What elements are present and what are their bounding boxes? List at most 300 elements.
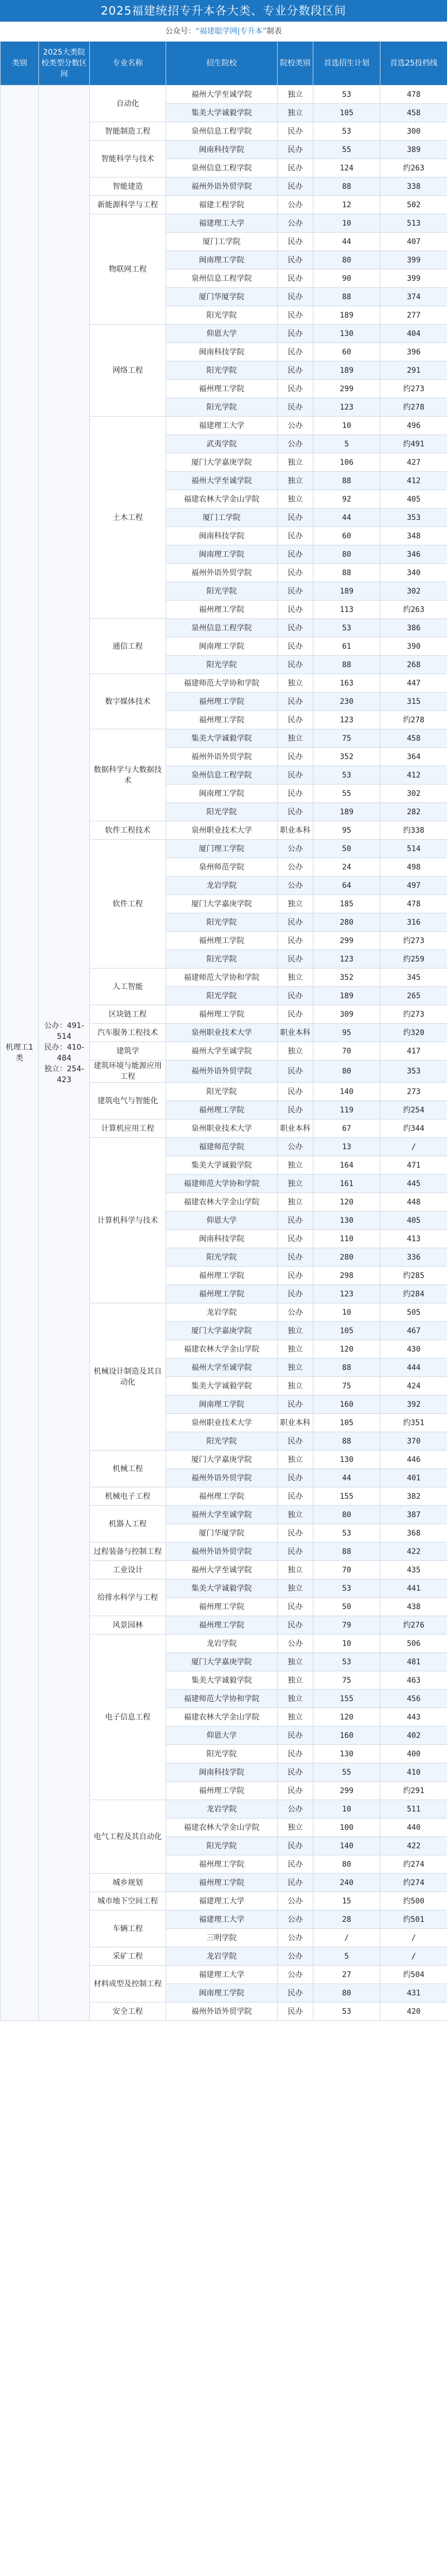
score-cell: 412 [380,472,447,490]
school-cell: 龙岩学院 [166,1635,278,1653]
school-type-cell: 民办 [278,398,313,417]
plan-cell: 130 [313,1451,380,1469]
score-cell: 496 [380,417,447,435]
score-cell: 约504 [380,1966,447,1984]
plan-cell: 120 [313,1340,380,1359]
plan-cell: 10 [313,417,380,435]
major-name-cell: 新能源科学与工程 [90,196,166,214]
school-type-cell: 民办 [278,1101,313,1119]
school-type-cell: 民办 [278,748,313,766]
score-range-cell [39,85,90,2021]
plan-cell: 24 [313,858,380,877]
school-type-cell: 民办 [278,766,313,785]
school-type-cell: 公办 [278,877,313,895]
score-cell: 364 [380,748,447,766]
school-cell: 福建理工大学 [166,1966,278,1984]
school-cell: 福州外语外贸学院 [166,1543,278,1561]
plan-cell: 44 [313,1469,380,1487]
score-cell: 467 [380,1322,447,1340]
score-cell: 405 [380,1211,447,1230]
score-cell: 458 [380,104,447,122]
score-table [0,41,447,2021]
subtitle-prefix: 公众号： [165,27,196,36]
score-cell: 约338 [380,821,447,840]
school-cell: 福建农林大学金山学院 [166,490,278,509]
school-cell: 福建师范大学协和学院 [166,1175,278,1193]
school-cell: 泉州职业技术大学 [166,1024,278,1042]
plan-cell: 163 [313,674,380,693]
school-type-cell: 民办 [278,1543,313,1561]
school-cell: 阳光学院 [166,1837,278,1855]
major-name-cell: 过程装备与控制工程 [90,1543,166,1561]
score-cell: 392 [380,1395,447,1414]
score-cell: 458 [380,729,447,748]
header-school-type: 院校类别 [278,42,313,85]
score-cell: 407 [380,233,447,251]
subtitle-account: “福建聪学网|专升本” [195,27,267,36]
school-cell: 泉州信息工程学院 [166,122,278,141]
school-cell: 福州理工学院 [166,601,278,619]
major-name-cell: 智能建造 [90,177,166,196]
score-cell: 277 [380,306,447,325]
score-cell: 463 [380,1671,447,1690]
school-cell: 阳光学院 [166,582,278,601]
school-type-cell: 公办 [278,840,313,858]
score-cell: 353 [380,509,447,527]
school-type-cell: 独立 [278,1579,313,1598]
major-name-cell: 数据科学与大数据技术 [90,729,166,821]
school-cell: 福建工程学院 [166,196,278,214]
plan-cell: 299 [313,1782,380,1800]
score-cell: 417 [380,1042,447,1060]
plan-cell: 60 [313,343,380,361]
plan-cell: 75 [313,1671,380,1690]
score-cell: 约276 [380,1616,447,1635]
school-type-cell: 民办 [278,913,313,932]
school-type-cell: 民办 [278,1855,313,1874]
score-range-line: 独立：254-423 [44,1065,84,1084]
major-name-cell: 采矿工程 [90,1947,166,1966]
score-cell: 430 [380,1340,447,1359]
major-name-cell: 机器人工程 [90,1506,166,1543]
plan-cell: 50 [313,840,380,858]
plan-cell: 120 [313,1708,380,1727]
plan-cell: 12 [313,196,380,214]
score-cell: 471 [380,1156,447,1175]
school-cell: 厦门理工学院 [166,840,278,858]
school-type-cell: 独立 [278,1708,313,1727]
plan-cell: 80 [313,1060,380,1083]
score-cell: 420 [380,2002,447,2021]
score-cell: 302 [380,785,447,803]
plan-cell: 53 [313,1579,380,1598]
score-cell: 约254 [380,1101,447,1119]
school-cell: 龙岩学院 [166,1303,278,1322]
school-type-cell: 民办 [278,932,313,950]
plan-cell: 105 [313,104,380,122]
plan-cell: 160 [313,1727,380,1745]
plan-cell: 70 [313,1042,380,1060]
school-cell: 福州大学至诚学院 [166,85,278,104]
score-cell: / [380,1947,447,1966]
score-cell: 约501 [380,1910,447,1929]
school-type-cell: 独立 [278,1671,313,1690]
plan-cell: 88 [313,472,380,490]
school-type-cell: 民办 [278,159,313,177]
plan-cell: 15 [313,1892,380,1910]
school-type-cell: 民办 [278,619,313,637]
school-type-cell: 民办 [278,1432,313,1451]
school-type-cell: 民办 [278,1267,313,1285]
major-name-cell: 材料成型及控制工程 [90,1966,166,2002]
plan-cell: 88 [313,1359,380,1377]
plan-cell: 88 [313,177,380,196]
school-cell: 龙岩学院 [166,877,278,895]
school-cell: 福州外语外贸学院 [166,1060,278,1083]
school-cell: 福建理工大学 [166,417,278,435]
major-name-cell: 安全工程 [90,2002,166,2021]
school-type-cell: 民办 [278,803,313,821]
school-type-cell: 公办 [278,1947,313,1966]
score-cell: 481 [380,1653,447,1671]
plan-cell: 53 [313,1524,380,1543]
school-cell: 阳光学院 [166,1083,278,1101]
school-cell: 福州大学至诚学院 [166,1042,278,1060]
school-cell: 阳光学院 [166,950,278,969]
school-cell: 福建农林大学金山学院 [166,1819,278,1837]
school-type-cell: 民办 [278,987,313,1005]
score-cell: 约284 [380,1285,447,1303]
school-type-cell: 民办 [278,1782,313,1800]
school-type-cell: 民办 [278,785,313,803]
school-type-cell: 民办 [278,2002,313,2021]
school-cell: 武夷学院 [166,435,278,453]
plan-cell: / [313,1929,380,1947]
score-cell: 443 [380,1708,447,1727]
school-type-cell: 民办 [278,564,313,582]
score-cell: 约500 [380,1892,447,1910]
school-cell: 福建农林大学金山学院 [166,1340,278,1359]
school-cell: 福州理工学院 [166,1487,278,1506]
school-cell: 阳光学院 [166,803,278,821]
score-cell: 399 [380,269,447,288]
plan-cell: 88 [313,288,380,306]
plan-cell: 53 [313,122,380,141]
school-cell: 福州外语外贸学院 [166,177,278,196]
plan-cell: 130 [313,1745,380,1763]
school-type-cell: 公办 [278,214,313,233]
major-name-cell: 给排水科学与工程 [90,1579,166,1616]
plan-cell: 10 [313,1635,380,1653]
score-cell: 约274 [380,1874,447,1892]
school-type-cell: 独立 [278,1193,313,1211]
major-name-cell: 土木工程 [90,417,166,619]
school-type-cell: 民办 [278,122,313,141]
score-cell: 438 [380,1598,447,1616]
score-cell: 422 [380,1543,447,1561]
school-cell: 泉州职业技术大学 [166,1414,278,1432]
school-cell: 三明学院 [166,1929,278,1947]
school-cell: 福建农林大学金山学院 [166,1708,278,1727]
plan-cell: 123 [313,398,380,417]
school-cell: 福建理工大学 [166,214,278,233]
school-type-cell: 民办 [278,288,313,306]
school-cell: 福州外语外贸学院 [166,2002,278,2021]
major-name-cell: 人工智能 [90,969,166,1005]
score-cell: 300 [380,122,447,141]
school-type-cell: 民办 [278,177,313,196]
plan-cell: 10 [313,1800,380,1819]
plan-cell: 88 [313,656,380,674]
school-cell: 厦门大学嘉庚学院 [166,453,278,472]
school-cell: 集美大学诚毅学院 [166,729,278,748]
plan-cell: 80 [313,545,380,564]
plan-cell: 90 [313,269,380,288]
plan-cell: 298 [313,1267,380,1285]
score-cell: 338 [380,177,447,196]
plan-cell: 79 [313,1616,380,1635]
school-cell: 福建理工大学 [166,1892,278,1910]
school-type-cell: 公办 [278,1303,313,1322]
school-type-cell: 独立 [278,490,313,509]
major-name-cell: 物联网工程 [90,214,166,325]
score-cell: 431 [380,1984,447,2002]
table-body [1,85,447,2021]
school-cell: 厦门工学院 [166,233,278,251]
plan-cell: 299 [313,932,380,950]
plan-cell: 67 [313,1119,380,1138]
plan-cell: 75 [313,1377,380,1395]
score-cell: 386 [380,619,447,637]
major-name-cell: 城市地下空间工程 [90,1892,166,1910]
plan-cell: 53 [313,619,380,637]
school-cell: 泉州职业技术大学 [166,1119,278,1138]
page-title: 2025福建统招专升本各大类、专业分数段区间 [0,0,447,22]
school-type-cell: 民办 [278,950,313,969]
school-cell: 福州理工学院 [166,1874,278,1892]
plan-cell: 189 [313,306,380,325]
score-cell: 约278 [380,398,447,417]
score-cell: 435 [380,1561,447,1579]
school-cell: 闽南科技学院 [166,1763,278,1782]
plan-cell: 352 [313,748,380,766]
score-cell: 316 [380,913,447,932]
subtitle-suffix: 制表 [266,27,282,36]
plan-cell: 164 [313,1156,380,1175]
school-cell: 福州外语外贸学院 [166,748,278,766]
score-cell: 498 [380,858,447,877]
score-cell: 399 [380,251,447,269]
school-cell: 福州理工学院 [166,1101,278,1119]
school-type-cell: 民办 [278,343,313,361]
plan-cell: 64 [313,877,380,895]
school-cell: 厦门大学嘉庚学院 [166,1322,278,1340]
school-type-cell: 民办 [278,582,313,601]
school-type-cell: 公办 [278,1800,313,1819]
score-cell: 401 [380,1469,447,1487]
school-type-cell: 民办 [278,601,313,619]
plan-cell: 5 [313,1947,380,1966]
school-cell: 福建师范学院 [166,1138,278,1156]
plan-cell: 299 [313,380,380,398]
score-cell: 约351 [380,1414,447,1432]
school-type-cell: 独立 [278,1451,313,1469]
score-cell: 514 [380,840,447,858]
plan-cell: 95 [313,1024,380,1042]
table-row [1,85,447,104]
plan-cell: 70 [313,1561,380,1579]
school-type-cell: 民办 [278,1524,313,1543]
plan-cell: 75 [313,729,380,748]
plan-cell: 155 [313,1487,380,1506]
score-cell: 497 [380,877,447,895]
school-cell: 福建师范大学协和学院 [166,1690,278,1708]
major-name-cell: 计算机科学与技术 [90,1138,166,1303]
header-score: 首选25投档线 [380,42,447,85]
score-cell: 约259 [380,950,447,969]
plan-cell: 120 [313,1193,380,1211]
school-type-cell: 公办 [278,196,313,214]
score-cell: 404 [380,325,447,343]
school-cell: 泉州信息工程学院 [166,766,278,785]
score-cell: 447 [380,674,447,693]
school-type-cell: 民办 [278,1211,313,1230]
school-cell: 阳光学院 [166,913,278,932]
school-type-cell: 公办 [278,417,313,435]
plan-cell: 88 [313,1543,380,1561]
school-cell: 泉州信息工程学院 [166,269,278,288]
school-cell: 泉州职业技术大学 [166,821,278,840]
school-cell: 福州理工学院 [166,1285,278,1303]
score-cell: 340 [380,564,447,582]
score-cell: / [380,1138,447,1156]
school-type-cell: 民办 [278,325,313,343]
school-cell: 福州理工学院 [166,1782,278,1800]
school-cell: 闽南科技学院 [166,527,278,545]
school-type-cell: 民办 [278,1005,313,1024]
school-type-cell: 民办 [278,1984,313,2002]
school-type-cell: 民办 [278,251,313,269]
plan-cell: 130 [313,325,380,343]
page-subtitle [0,22,447,41]
school-type-cell: 民办 [278,361,313,380]
score-cell: 413 [380,1230,447,1248]
major-name-cell: 工业设计 [90,1561,166,1579]
score-cell: 348 [380,527,447,545]
school-cell: 阳光学院 [166,398,278,417]
school-type-cell: 民办 [278,693,313,711]
score-cell: 353 [380,1060,447,1083]
school-cell: 厦门大学嘉庚学院 [166,1451,278,1469]
major-name-cell: 电子信息工程 [90,1635,166,1800]
school-type-cell: 民办 [278,1763,313,1782]
school-cell: 阳光学院 [166,306,278,325]
major-name-cell: 建筑电气与智能化 [90,1083,166,1119]
major-name-cell: 电气工程及其自动化 [90,1800,166,1874]
plan-cell: 88 [313,1432,380,1451]
school-cell: 闽南理工学院 [166,637,278,656]
school-cell: 闽南科技学院 [166,343,278,361]
school-type-cell: 独立 [278,969,313,987]
major-name-cell: 通信工程 [90,619,166,674]
school-cell: 阳光学院 [166,987,278,1005]
school-type-cell: 民办 [278,656,313,674]
plan-cell: 280 [313,913,380,932]
plan-cell: 230 [313,693,380,711]
school-cell: 厦门工学院 [166,509,278,527]
school-type-cell: 独立 [278,1561,313,1579]
major-name-cell: 计算机应用工程 [90,1119,166,1138]
school-cell: 福州大学至诚学院 [166,472,278,490]
plan-cell: 100 [313,1819,380,1837]
school-type-cell: 公办 [278,1138,313,1156]
score-cell: 302 [380,582,447,601]
school-type-cell: 公办 [278,1929,313,1947]
school-cell: 闽南理工学院 [166,1395,278,1414]
school-cell: 仰恩大学 [166,1211,278,1230]
school-cell: 泉州信息工程学院 [166,619,278,637]
score-cell: 约344 [380,1119,447,1138]
score-cell: 约273 [380,932,447,950]
school-cell: 福建师范大学协和学院 [166,674,278,693]
school-cell: 闽南理工学院 [166,545,278,564]
score-cell: 368 [380,1524,447,1543]
score-cell: 约278 [380,711,447,729]
score-cell: 400 [380,1745,447,1763]
plan-cell: 130 [313,1211,380,1230]
major-name-cell: 建筑环境与能源应用工程 [90,1060,166,1083]
plan-cell: 28 [313,1910,380,1929]
school-type-cell: 民办 [278,1487,313,1506]
major-name-cell: 智能科学与技术 [90,141,166,177]
school-cell: 福州理工学院 [166,1005,278,1024]
major-name-cell: 区块链工程 [90,1005,166,1024]
plan-cell: 123 [313,711,380,729]
school-cell: 福州理工学院 [166,1267,278,1285]
score-cell: 约291 [380,1782,447,1800]
score-cell: 445 [380,1175,447,1193]
school-type-cell: 独立 [278,1359,313,1377]
school-type-cell: 民办 [278,1395,313,1414]
school-cell: 阳光学院 [166,361,278,380]
score-cell: 478 [380,85,447,104]
header-plan: 首选招生计划 [313,42,380,85]
score-cell: 291 [380,361,447,380]
school-type-cell: 职业本科 [278,821,313,840]
plan-cell: 92 [313,490,380,509]
school-type-cell: 职业本科 [278,1024,313,1042]
school-cell: 龙岩学院 [166,1800,278,1819]
plan-cell: 61 [313,637,380,656]
score-cell: 422 [380,1837,447,1855]
plan-cell: 160 [313,1395,380,1414]
score-cell: 387 [380,1506,447,1524]
school-cell: 仰恩大学 [166,325,278,343]
plan-cell: 161 [313,1175,380,1193]
school-cell: 闽南理工学院 [166,1984,278,2002]
school-type-cell: 民办 [278,1469,313,1487]
score-cell: 506 [380,1635,447,1653]
school-cell: 福州理工学院 [166,932,278,950]
score-cell: 约273 [380,1005,447,1024]
school-type-cell: 独立 [278,1690,313,1708]
plan-cell: 13 [313,1138,380,1156]
school-cell: 龙岩学院 [166,1947,278,1966]
school-type-cell: 民办 [278,1837,313,1855]
school-type-cell: 民办 [278,1083,313,1101]
school-type-cell: 独立 [278,1819,313,1837]
score-cell: 约263 [380,159,447,177]
